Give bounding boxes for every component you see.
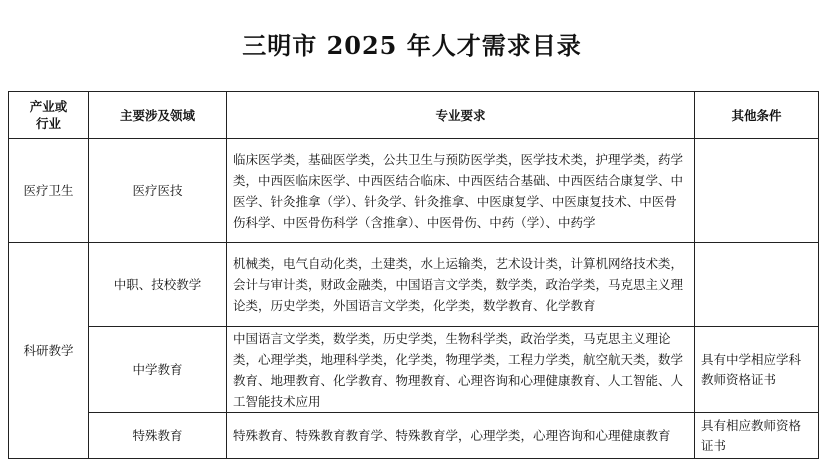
cell-other bbox=[695, 139, 819, 243]
table-header-row bbox=[9, 92, 819, 139]
cell-major: 临床医学类，基础医学类，公共卫生与预防医学类，医学技术类，护理学类，药学类，中西医临床医学、中西医结合临床、中西医结合基础、中西医结合康复学、中医学、针灸推拿（学）、针灸学、针灸推拿、中医康复学、中医康复技术、中医骨伤科学、中医骨伤科学（含推拿）、中医骨伤、中药（学）、中药学 bbox=[227, 139, 695, 243]
table-row bbox=[9, 413, 819, 459]
cell-other bbox=[695, 243, 819, 327]
header-field: 主要涉及领域 bbox=[89, 92, 227, 139]
page-title: 三明市 2025 年人才需求目录 bbox=[242, 31, 582, 60]
cell-major: 机械类，电气自动化类，土建类，水上运输类，艺术设计类，计算机网络技术类，会计与审计类，财政金融类，中国语言文学类，数学类，政治学类，马克思主义理论类，历史学类，外国语言文学类，化学类，数学教育、化学教育 bbox=[227, 243, 695, 327]
cell-other: 具有相应教师资格证书 bbox=[695, 413, 819, 459]
header-other: 其他条件 bbox=[695, 92, 819, 139]
cell-major: 特殊教育、特殊教育教育学、特殊教育学，心理学类，心理咨询和心理健康教育 bbox=[227, 413, 695, 459]
cell-field: 特殊教育 bbox=[89, 413, 227, 459]
cell-field: 中学教育 bbox=[89, 327, 227, 413]
cell-field: 中职、技校教学 bbox=[89, 243, 227, 327]
table-row bbox=[9, 327, 819, 413]
talent-table bbox=[8, 91, 819, 459]
cell-industry: 医疗卫生 bbox=[9, 139, 89, 243]
header-industry-label: 产业或 行业 bbox=[29, 99, 68, 131]
table-row bbox=[9, 243, 819, 327]
cell-field: 医疗医技 bbox=[89, 139, 227, 243]
cell-industry: 科研教学 bbox=[9, 243, 89, 459]
cell-major: 中国语言文学类，数学类，历史学类，生物科学类，政治学类，马克思主义理论类，心理学类，地理科学类，化学类，物理学类，工程力学类，航空航天类，数学教育、地理教育、化学教育、物理教育、心理咨询和心理健康教育、人工智能、人工智能技术应用 bbox=[227, 327, 695, 413]
header-industry bbox=[9, 92, 89, 139]
cell-other: 具有中学相应学科教师资格证书 bbox=[695, 327, 819, 413]
table-row bbox=[9, 139, 819, 243]
header-major: 专业要求 bbox=[227, 92, 695, 139]
